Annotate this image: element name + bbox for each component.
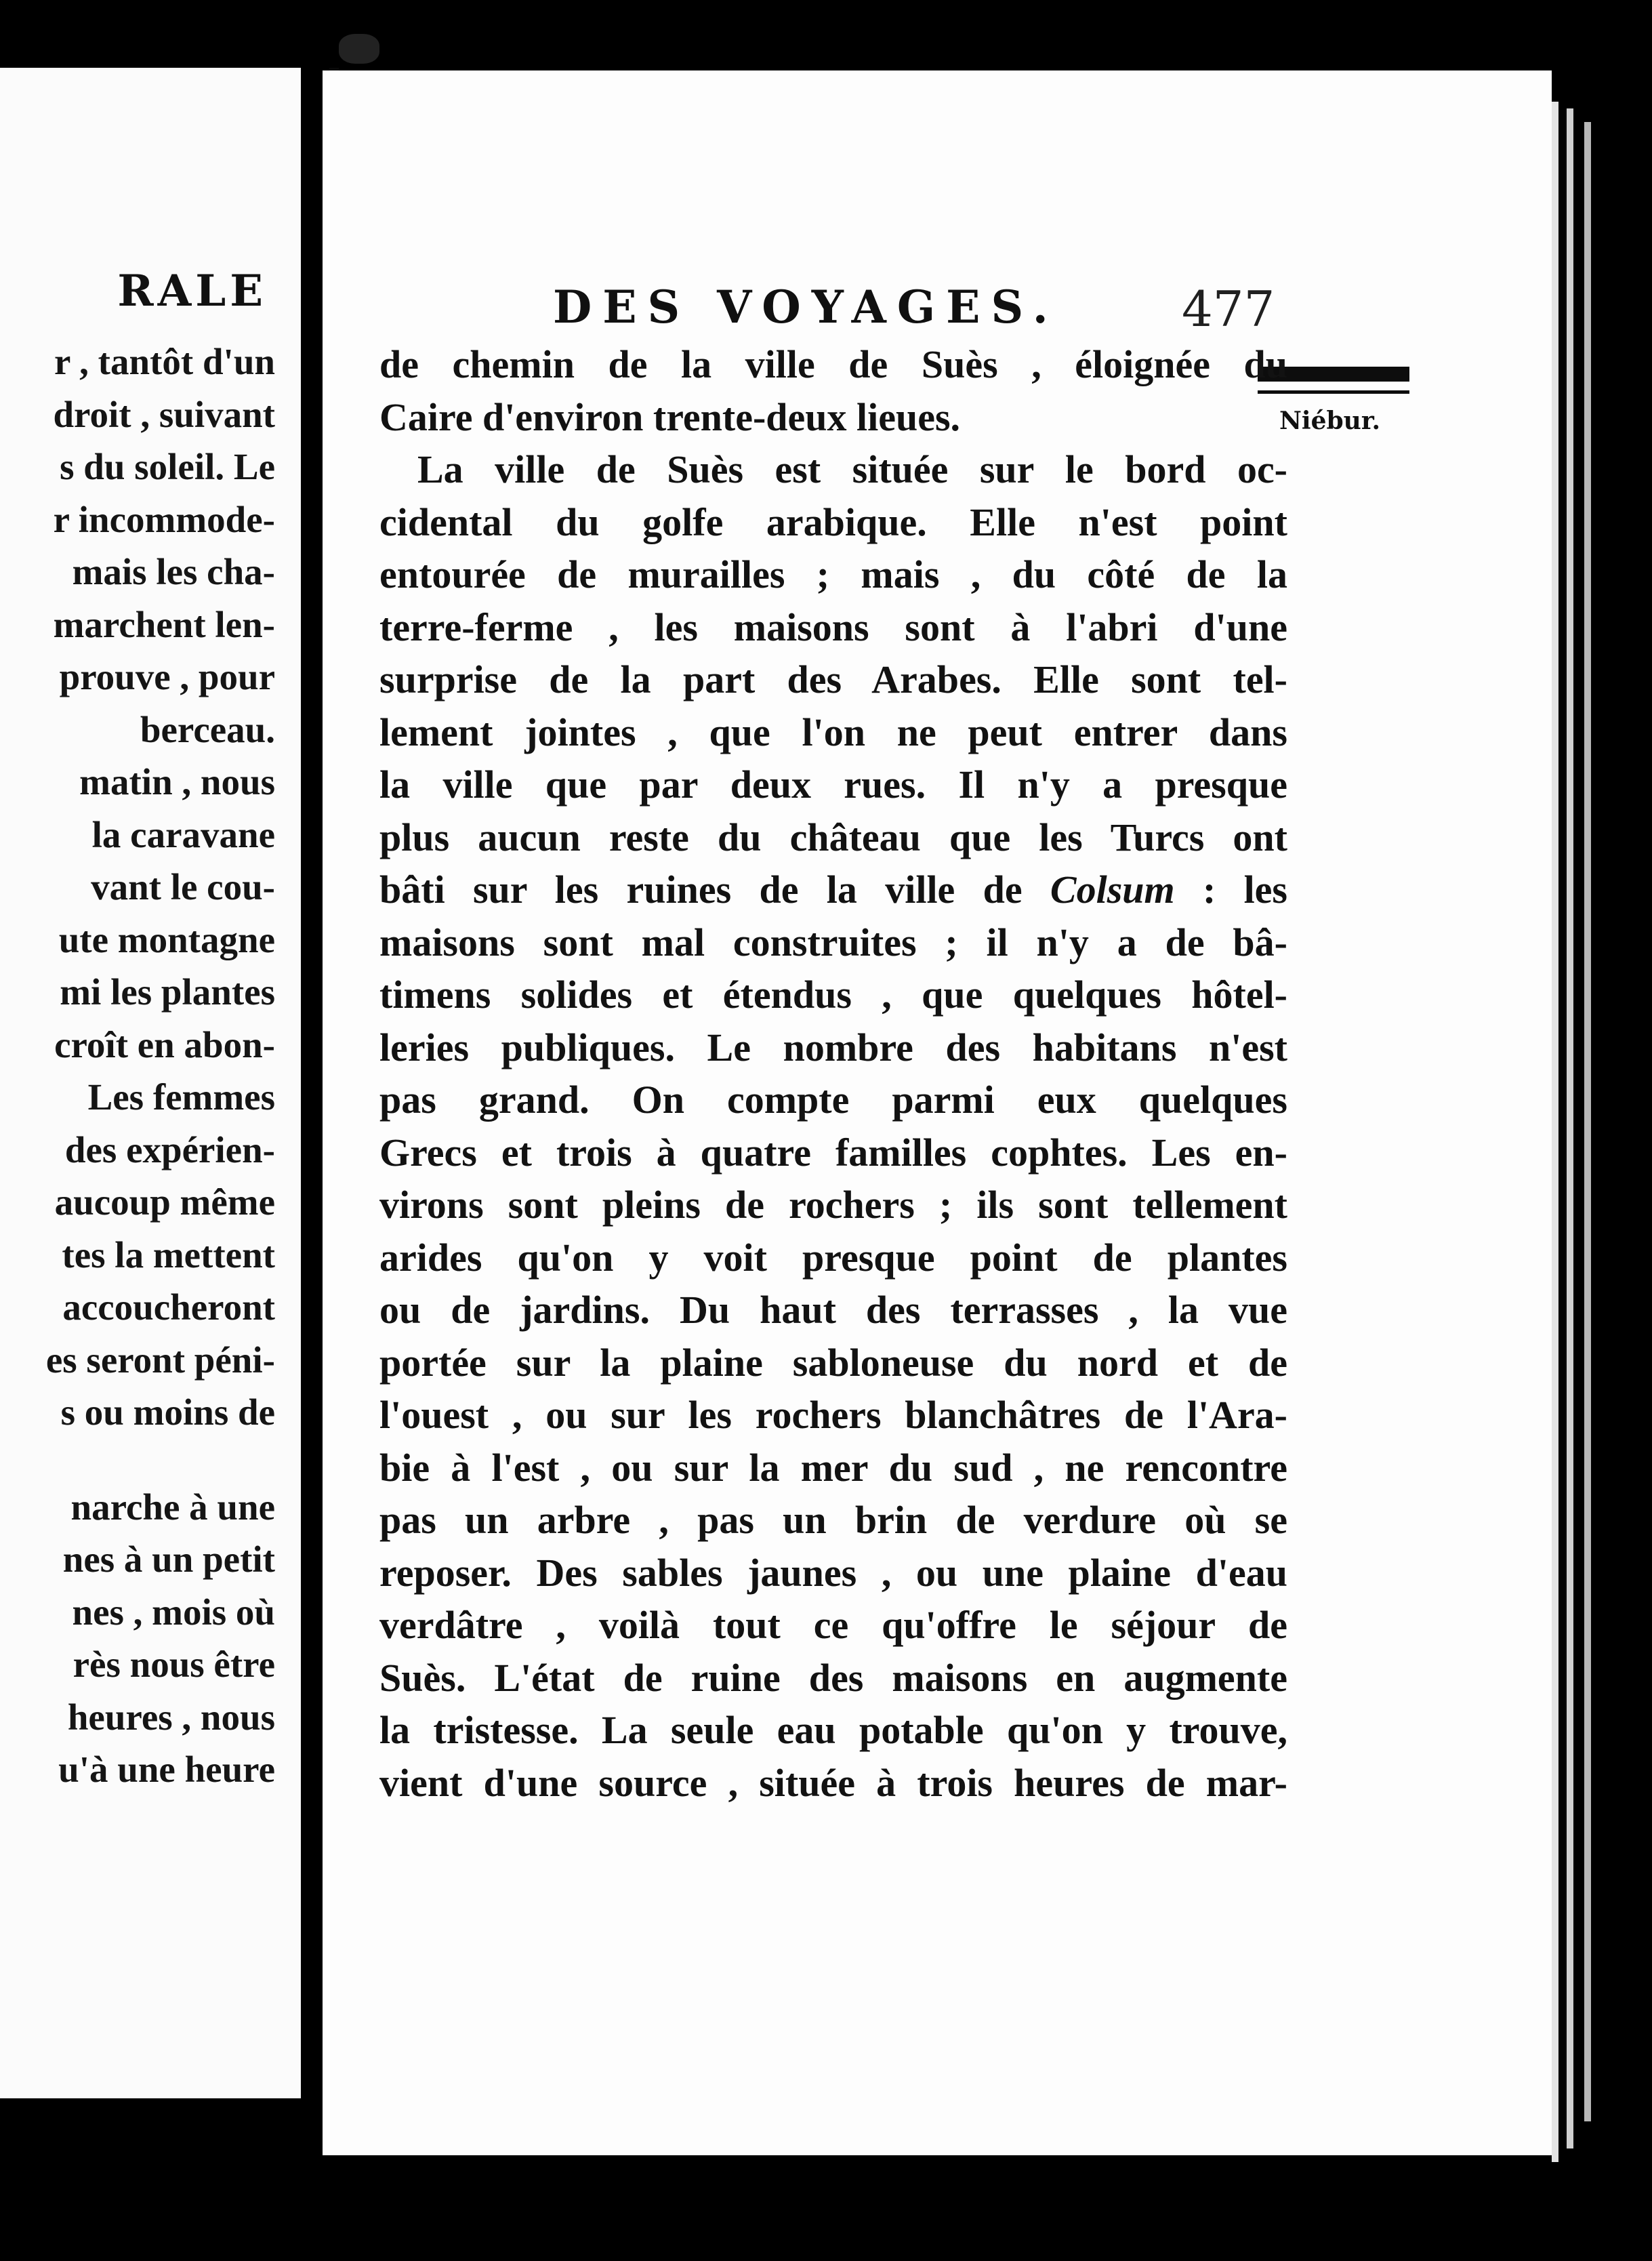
left-line: ute montagne [58, 918, 275, 960]
text-line: virons sont pleins de rochers ; ils sont tellement [379, 1183, 1287, 1227]
left-line: la caravane [91, 813, 275, 855]
text-line: surprise de la part des Arabes. Elle sont tel- [379, 657, 1287, 701]
text-line: terre-ferme , les maisons sont à l'abri d'une [379, 605, 1287, 649]
text-line-end: : les [1174, 868, 1287, 912]
text-line: bie à l'est , ou sur la mer du sud , ne rencontre [379, 1445, 1287, 1490]
body-text [379, 338, 1287, 1809]
page-edge [1567, 108, 1573, 2148]
page-edge [1552, 102, 1558, 2162]
text-line: arides qu'on y voit presque point de plantes [379, 1235, 1287, 1280]
text-line: plus aucun reste du château que les Turcs ont [379, 815, 1287, 859]
left-line: nes , mois où [72, 1591, 275, 1633]
text-line: la ville que par deux rues. Il n'y a presque [379, 762, 1287, 807]
text-line: pas grand. On compte parmi eux quelques [379, 1078, 1287, 1122]
left-line: prouve , pour [59, 656, 275, 697]
text-line: de chemin de la ville de Suès , éloignée du [379, 342, 1287, 386]
left-line: aucoup même [54, 1181, 275, 1223]
left-line: narche à une [70, 1486, 275, 1528]
running-head: DES VOYAGES. [553, 281, 1059, 333]
left-line: nes à un petit [62, 1539, 275, 1580]
left-running-head: RALE [117, 266, 267, 317]
left-line: rès nous être [73, 1644, 275, 1685]
text-line: pas un arbre , pas un brin de verdure où se [379, 1498, 1287, 1542]
left-line: mais les cha- [72, 551, 275, 592]
place-name-colsum: Colsum [1050, 868, 1175, 912]
left-line: s ou moins de [60, 1391, 275, 1433]
left-page [0, 68, 301, 2098]
page-number: 477 [1182, 281, 1275, 338]
left-line: berceau. [140, 708, 275, 750]
scan-blot [339, 34, 379, 64]
left-line: u'à une heure [58, 1749, 275, 1790]
left-line: accoucheront [62, 1286, 275, 1328]
left-line: vant le cou- [91, 866, 275, 908]
text-line: reposer. Des sables jaunes , ou une plaine d'eau [379, 1550, 1287, 1595]
left-line: matin , nous [79, 761, 275, 802]
left-line: mi les plantes [60, 971, 275, 1013]
left-line: droit , suivant [53, 393, 275, 435]
left-line: r , tantôt d'un [54, 341, 275, 382]
left-page-text [0, 335, 275, 1796]
left-line: heures , nous [67, 1696, 275, 1738]
left-line: r incommode- [53, 498, 275, 540]
text-line: verdâtre , voilà tout ce qu'offre le séjour de [379, 1603, 1287, 1647]
text-line: La ville de Suès est située sur le bord oc- [417, 447, 1287, 491]
text-line: leries publiques. Le nombre des habitans n'est [379, 1025, 1287, 1070]
text-line: l'ouest , ou sur les rochers blanchâtres de l'Ara- [379, 1393, 1287, 1437]
left-line: des expérien- [64, 1128, 275, 1170]
text-line: vient d'une source , située à trois heures de mar- [379, 1760, 1287, 1805]
left-line: marchent len- [53, 603, 275, 645]
page-edge [1584, 122, 1591, 2121]
left-line: s du soleil. Le [60, 446, 275, 487]
left-line: tes la mettent [62, 1234, 275, 1276]
text-line: timens solides et étendus , que quelques hôtel- [379, 973, 1287, 1017]
text-line: la tristesse. La seule eau potable qu'on y trouve, [379, 1708, 1287, 1752]
margin-note: Niébur. [1279, 407, 1381, 435]
text-line: cidental du golfe arabique. Elle n'est point [379, 500, 1287, 544]
text-line: entourée de murailles ; mais , du côté de la [379, 552, 1287, 596]
left-line: Les femmes [87, 1076, 275, 1118]
left-line: es seront péni- [45, 1339, 275, 1381]
text-line: portée sur la plaine sabloneuse du nord et de [379, 1340, 1287, 1385]
text-line [379, 863, 1287, 916]
text-line: Suès. L'état de ruine des maisons en augmente [379, 1655, 1287, 1700]
text-line-start: bâti sur les ruines de la ville de [379, 868, 1023, 912]
right-page [323, 70, 1552, 2155]
text-line: maisons sont mal construites ; il n'y a de bâ- [379, 920, 1287, 964]
paragraph-gap [0, 1439, 275, 1481]
text-line: lement jointes , que l'on ne peut entrer dans [379, 710, 1287, 754]
text-line: ou de jardins. Du haut des terrasses , la vue [379, 1288, 1287, 1332]
left-line: croît en abon- [54, 1023, 275, 1065]
text-line: Grecs et trois à quatre familles cophtes. Les en- [379, 1130, 1287, 1175]
text-line: Caire d'environ trente-deux lieues. [379, 394, 961, 439]
